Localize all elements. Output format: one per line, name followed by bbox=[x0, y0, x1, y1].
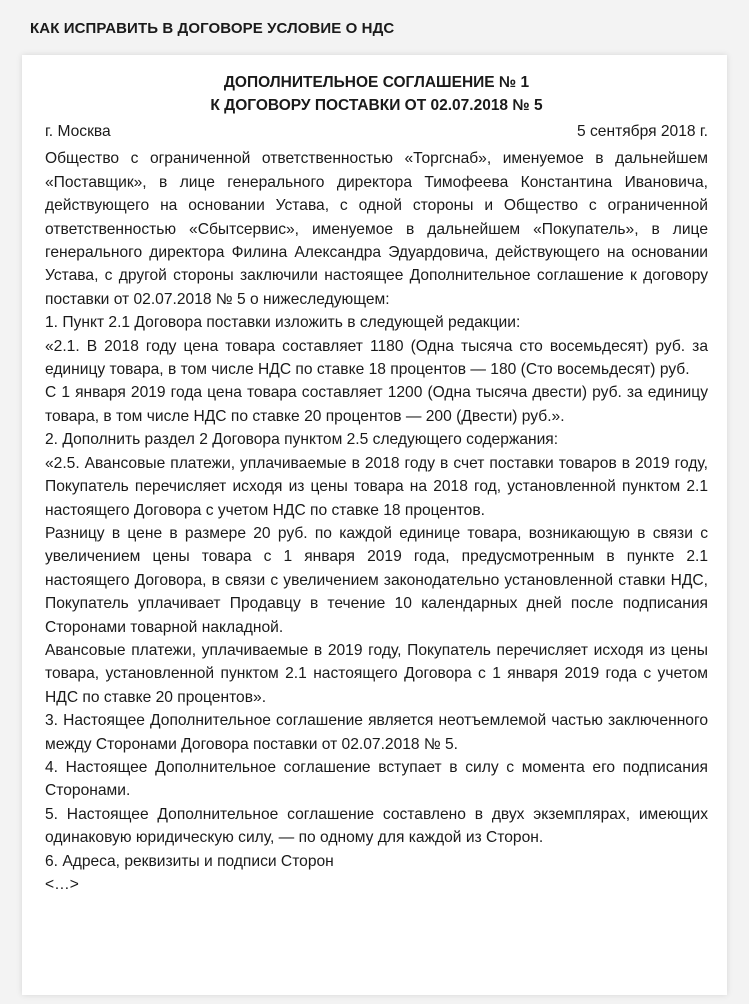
paragraph-clause-2-5-advance: Авансовые платежи, уплачиваемые в 2019 году, Покупатель перечисляет исходя из цены товара, установленной пунктом 2.1 настоящего Договора с 1 января 2019 года с учетом НДС по ставке 20 процентов». bbox=[45, 641, 708, 706]
title-line-2: К ДОГОВОРУ ПОСТАВКИ ОТ 02.07.2018 № 5 bbox=[210, 96, 543, 114]
place-date-line bbox=[45, 120, 708, 143]
document-card bbox=[22, 55, 727, 995]
page-header: КАК ИСПРАВИТЬ В ДОГОВОРЕ УСЛОВИЕ О НДС bbox=[30, 20, 395, 37]
paragraph-ellipsis: <…> bbox=[45, 876, 79, 893]
document-body bbox=[45, 72, 708, 896]
city: г. Москва bbox=[45, 123, 111, 140]
paragraph-item-2: 2. Дополнить раздел 2 Договора пунктом 2.5 следующего содержания: bbox=[45, 431, 559, 449]
title-line-1: ДОПОЛНИТЕЛЬНОЕ СОГЛАШЕНИЕ № 1 bbox=[223, 74, 530, 91]
paragraph-item-4: 4. Настоящее Дополнительное соглашение вступает в силу с момента его подписания Сторонами. bbox=[45, 758, 708, 800]
paragraph-clause-2-5-diff: Разницу в цене в размере 20 руб. по каждой единице товара, возникающую в связи с увеличением цены товара с 1 января 2019 года, предусмотренным в пункте 2.1 настоящего Договора, в связи с увеличением законодательно установленной ставки НДС, Покупатель уплачивает Продавцу в течение 10 календарных дней после подписания Сторонами товарной накладной. bbox=[45, 524, 708, 636]
document-title bbox=[45, 72, 708, 117]
paragraph-item-5: 5. Настоящее Дополнительное соглашение составлено в двух экземплярах, имеющих одинаковую юридическую силу, — по одному для каждой из Сторон. bbox=[45, 805, 708, 847]
paragraph-item-3: 3. Настоящее Дополнительное соглашение является неотъемлемой частью заключенного между Сторонами Договора поставки от 02.07.2018 № 5. bbox=[45, 712, 708, 753]
paragraph-clause-2-1-cont: С 1 января 2019 года цена товара составляет 1200 (Одна тысяча двести) руб. за единицу товара, в том числе НДС по ставке 20 процентов — 200 (Двести) руб.». bbox=[45, 384, 708, 425]
paragraph-item-1: 1. Пункт 2.1 Договора поставки изложить в следующей редакции: bbox=[45, 314, 521, 332]
paragraph-preamble: Общество с ограниченной ответственностью «Торгснаб», именуемое в дальнейшем «Поставщик», в лице генерального директора Тимофеева Константина Ивановича, действующего на основании Устава, с одной стороны и Общество с ограниченной ответственностью «Сбытсервис», именуемое в дальнейшем «Покупатель», в лице генерального директора Филина Александра Эдуардовича, действующего на основании Устава, с другой стороны заключили настоящее Дополнительное соглашение к договору поставки от 02.07.2018 № 5 о нижеследующем: bbox=[45, 150, 708, 308]
paragraph-clause-2-5: «2.5. Авансовые платежи, уплачиваемые в 2018 году в счет поставки товаров в 2019 году, Покупатель перечисляет исходя из цены товара на 2018 год, установленной пунктом 2.1 настоящего Договора с учетом НДС по ставке 18 процентов. bbox=[45, 454, 708, 519]
paragraph-clause-2-1: «2.1. В 2018 году цена товара составляет 1180 (Одна тысяча сто восемьдесят) руб. за единицу товара, в том числе НДС по ставке 18 процентов — 180 (Сто восемьдесят) руб. bbox=[45, 337, 708, 379]
paragraph-item-6: 6. Адреса, реквизиты и подписи Сторон bbox=[45, 852, 334, 870]
date: 5 сентября 2018 г. bbox=[576, 123, 708, 140]
